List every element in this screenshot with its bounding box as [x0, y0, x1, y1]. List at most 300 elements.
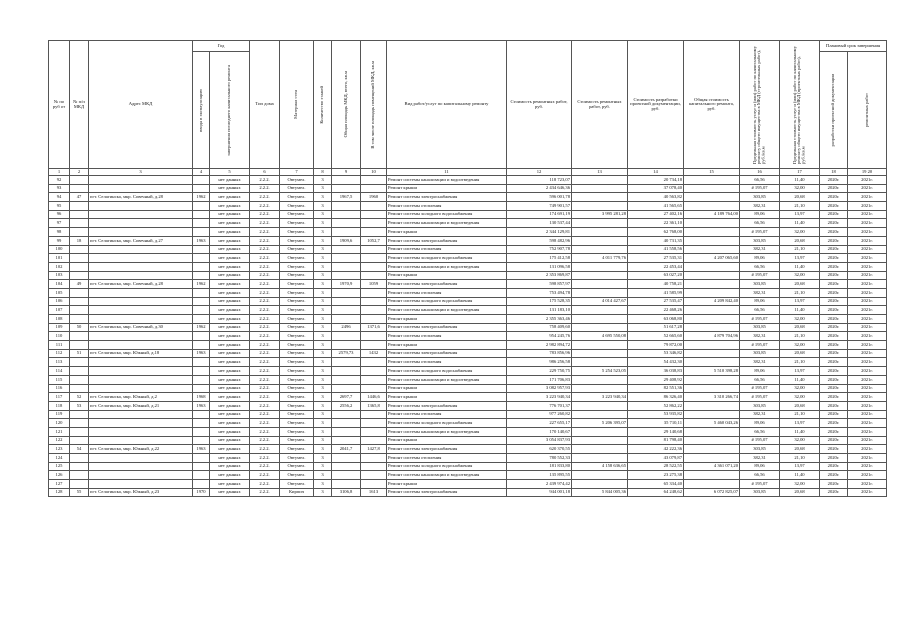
floors-cell: 3 [314, 245, 332, 254]
works-total-cell [572, 176, 628, 185]
limit-build-cell: 382,31 [740, 332, 780, 341]
design-deadline-cell: 2020г. [820, 341, 848, 350]
total-area-cell [332, 358, 361, 367]
limit-build-cell: 66,56 [740, 219, 780, 228]
house-type-cell: 2.2.2. [250, 315, 280, 324]
limit-build-cell: 382,31 [740, 410, 780, 419]
design-cost-cell: 86 326,40 [628, 393, 684, 402]
address-cell [89, 184, 193, 193]
design-cost-cell: 52 862,22 [628, 401, 684, 410]
total-cost-cell [684, 384, 740, 393]
works-total-cell [572, 454, 628, 463]
limit-design-cell: 32,00 [780, 228, 820, 237]
limit-design-cell: 21,10 [780, 454, 820, 463]
address-cell [89, 375, 193, 384]
row-number-cell: 109 [49, 323, 70, 332]
total-area-cell: 1970,9 [332, 280, 361, 289]
limit-build-cell: # 195,07 [740, 436, 780, 445]
header-label: Предельная стоимость услуг и (или) работ по капитальному ремонту общего имущества в МКД (проектных работ), руб./кв.м [792, 45, 806, 164]
works-cost-cell: 749 901,57 [507, 202, 572, 211]
design-deadline-cell: 2020г. [820, 480, 848, 489]
limit-design-cell: 11,40 [780, 262, 820, 271]
design-deadline-cell: 2020г. [820, 262, 848, 271]
address-cell: пгт. Селагинска, мкр. Южный, д.23 [89, 488, 193, 497]
premises-area-cell [361, 176, 387, 185]
premises-area-cell [361, 315, 387, 324]
total-cost-cell [684, 454, 740, 463]
floors-cell: 3 [314, 236, 332, 245]
limit-design-cell: 32,00 [780, 341, 820, 350]
works-cost-cell: 2 353 869,87 [507, 271, 572, 280]
table-row [49, 349, 887, 358]
address-cell [89, 210, 193, 219]
row-number-cell: 98 [49, 228, 70, 237]
header-cell: Год [193, 41, 250, 52]
limit-design-cell: 11,40 [780, 219, 820, 228]
year-built-cell [193, 341, 210, 350]
wall-material-cell: Овтумел. [280, 367, 314, 376]
mkd-number-cell [70, 306, 89, 315]
header-cell: Общая стоимость капитального ремонта, руб. [684, 41, 740, 169]
year-repair-cell: нет данных [210, 384, 250, 393]
limit-build-cell: 66,56 [740, 427, 780, 436]
mkd-number-cell [70, 367, 89, 376]
works-deadline-cell: 2021г. [848, 228, 887, 237]
limit-design-cell: 13,97 [780, 210, 820, 219]
year-repair-cell: нет данных [210, 271, 250, 280]
works-cost-cell: 227 655,17 [507, 419, 572, 428]
limit-build-cell: 303,85 [740, 401, 780, 410]
year-repair-cell: нет данных [210, 228, 250, 237]
works-total-cell [572, 384, 628, 393]
works-cost-cell: 2 982 894,72 [507, 341, 572, 350]
mkd-number-cell [70, 271, 89, 280]
premises-area-cell: 1446,6 [361, 393, 387, 402]
total-cost-cell [684, 401, 740, 410]
address-cell: пгт. Селагинска, мкр. Совечный, д.27 [89, 236, 193, 245]
floors-cell: 3 [314, 280, 332, 289]
column-number: 10 [361, 169, 387, 176]
works-total-cell [572, 245, 628, 254]
work-type-cell: Ремонт системы электроснабжения [387, 193, 507, 202]
work-type-cell: Ремонт крыши [387, 315, 507, 324]
mkd-number-cell: 49 [70, 280, 89, 289]
premises-area-cell [361, 436, 387, 445]
works-total-cell [572, 445, 628, 454]
floors-cell: 3 [314, 462, 332, 471]
house-type-cell: 2.2.2. [250, 262, 280, 271]
works-total-cell: 5 844 005,36 [572, 488, 628, 497]
limit-build-cell: # 195,07 [740, 184, 780, 193]
design-deadline-cell: 2020г. [820, 210, 848, 219]
works-deadline-cell: 2021г. [848, 462, 887, 471]
premises-area-cell [361, 332, 387, 341]
mkd-number-cell: 51 [70, 349, 89, 358]
works-deadline-cell: 2021г. [848, 393, 887, 402]
total-area-cell: 2041,7 [332, 445, 361, 454]
year-built-cell: 1963 [193, 401, 210, 410]
wall-material-cell: Овтумел. [280, 384, 314, 393]
work-type-cell: Ремонт системы электроснабжения [387, 349, 507, 358]
floors-cell: 3 [314, 332, 332, 341]
house-type-cell: 2.2.2. [250, 445, 280, 454]
year-repair-cell: нет данных [210, 401, 250, 410]
design-cost-cell: 36 038,83 [628, 367, 684, 376]
works-cost-cell: 758 409,60 [507, 323, 572, 332]
total-cost-cell [684, 236, 740, 245]
total-area-cell [332, 306, 361, 315]
total-cost-cell [684, 427, 740, 436]
header-cell [280, 41, 314, 169]
year-repair-cell: нет данных [210, 288, 250, 297]
table-row [49, 202, 887, 211]
mkd-number-cell [70, 419, 89, 428]
wall-material-cell: Овтумел. [280, 393, 314, 402]
year-built-cell [193, 210, 210, 219]
works-cost-cell: 174 691,19 [507, 210, 572, 219]
total-area-cell: 2697,7 [332, 393, 361, 402]
row-number-cell: 113 [49, 358, 70, 367]
premises-area-cell: 1613 [361, 488, 387, 497]
premises-area-cell: 1371,6 [361, 323, 387, 332]
works-cost-cell: 3 223 940,34 [507, 393, 572, 402]
year-repair-cell: нет данных [210, 480, 250, 489]
wall-material-cell: Овтумел. [280, 306, 314, 315]
mkd-number-cell [70, 245, 89, 254]
column-number: 14 [628, 169, 684, 176]
mkd-number-cell [70, 375, 89, 384]
row-number-cell: 94 [49, 193, 70, 202]
limit-build-cell: 89,06 [740, 367, 780, 376]
limit-design-cell: 21,10 [780, 245, 820, 254]
column-number: 11 [387, 169, 507, 176]
design-cost-cell: 53 346,82 [628, 349, 684, 358]
total-area-cell [332, 410, 361, 419]
works-cost-cell: 130 537,44 [507, 219, 572, 228]
year-repair-cell: нет данных [210, 419, 250, 428]
wall-material-cell: Овтумел. [280, 280, 314, 289]
design-cost-cell: 52 665,60 [628, 332, 684, 341]
row-number-cell: 122 [49, 436, 70, 445]
design-cost-cell: 35 710,11 [628, 419, 684, 428]
mkd-number-cell [70, 262, 89, 271]
design-deadline-cell: 2020г. [820, 367, 848, 376]
column-number: 12 [507, 169, 572, 176]
row-number-cell: 99 [49, 236, 70, 245]
design-deadline-cell: 2020г. [820, 401, 848, 410]
table-row [49, 436, 887, 445]
limit-design-cell: 21,10 [780, 202, 820, 211]
wall-material-cell: Овтумел. [280, 202, 314, 211]
address-cell [89, 471, 193, 480]
total-cost-cell [684, 480, 740, 489]
table-row [49, 297, 887, 306]
year-built-cell: 1962 [193, 280, 210, 289]
header-label: Материал стен [293, 90, 299, 119]
design-deadline-cell: 2020г. [820, 410, 848, 419]
works-deadline-cell: 2021г. [848, 341, 887, 350]
total-area-cell [332, 454, 361, 463]
design-cost-cell: 27 535,47 [628, 297, 684, 306]
design-deadline-cell: 2020г. [820, 315, 848, 324]
row-number-cell: 106 [49, 297, 70, 306]
table-row [49, 488, 887, 497]
total-cost-cell: 3 310 266,74 [684, 393, 740, 402]
year-repair-cell: нет данных [210, 245, 250, 254]
wall-material-cell: Овтумел. [280, 375, 314, 384]
house-type-cell: 2.2.2. [250, 254, 280, 263]
wall-material-cell: Овтумел. [280, 271, 314, 280]
works-deadline-cell: 2021г. [848, 480, 887, 489]
work-type-cell: Ремонт системы канализации и водоотведения [387, 306, 507, 315]
works-cost-cell: 598 482,96 [507, 236, 572, 245]
house-type-cell: 2.2.2. [250, 454, 280, 463]
premises-area-cell [361, 297, 387, 306]
header-cell: Вид работ/услуг по капитальному ремонту [387, 41, 507, 169]
row-number-cell: 114 [49, 367, 70, 376]
design-cost-cell: 51 617,28 [628, 323, 684, 332]
table-row [49, 427, 887, 436]
address-cell [89, 419, 193, 428]
year-built-cell [193, 454, 210, 463]
total-cost-cell [684, 323, 740, 332]
total-cost-cell: 4 209 842,40 [684, 297, 740, 306]
column-number: 8 [314, 169, 332, 176]
works-deadline-cell: 2021г. [848, 210, 887, 219]
year-repair-cell: нет данных [210, 436, 250, 445]
address-cell [89, 384, 193, 393]
works-deadline-cell: 2021г. [848, 254, 887, 263]
works-cost-cell: 170 140,67 [507, 427, 572, 436]
premises-area-cell [361, 375, 387, 384]
works-deadline-cell: 2021г. [848, 184, 887, 193]
works-cost-cell: 620 370,55 [507, 445, 572, 454]
total-area-cell: 3106,8 [332, 488, 361, 497]
design-deadline-cell: 2020г. [820, 419, 848, 428]
house-type-cell: 2.2.2. [250, 358, 280, 367]
row-number-cell: 120 [49, 419, 70, 428]
wall-material-cell: Овтумел. [280, 254, 314, 263]
total-cost-cell [684, 341, 740, 350]
column-number: 15 [684, 169, 740, 176]
mkd-number-cell [70, 332, 89, 341]
limit-design-cell: 13,97 [780, 367, 820, 376]
design-deadline-cell: 2020г. [820, 349, 848, 358]
house-type-cell: 2.2.2. [250, 349, 280, 358]
header-cell: Стоимость ремонтных работ, руб. [507, 41, 572, 169]
total-area-cell [332, 202, 361, 211]
premises-area-cell [361, 254, 387, 263]
year-built-cell [193, 332, 210, 341]
limit-build-cell: 382,31 [740, 245, 780, 254]
works-cost-cell: 181 833,80 [507, 462, 572, 471]
table-row [49, 358, 887, 367]
column-number: 19 20 [848, 169, 887, 176]
address-cell: пгт. Селагинска, мкр. Совечный, д.28 [89, 193, 193, 202]
total-cost-cell: 5 460 043,26 [684, 419, 740, 428]
table-row [49, 401, 887, 410]
design-deadline-cell: 2020г. [820, 358, 848, 367]
column-number: 9 [332, 169, 361, 176]
design-deadline-cell: 2020г. [820, 176, 848, 185]
works-cost-cell: 596 001,78 [507, 193, 572, 202]
address-cell [89, 228, 193, 237]
total-area-cell [332, 210, 361, 219]
header-label: Общая площадь МКД, всего, кв.м [342, 71, 348, 138]
address-cell [89, 271, 193, 280]
limit-build-cell: 303,85 [740, 280, 780, 289]
mkd-number-cell [70, 410, 89, 419]
header-cell [820, 52, 848, 169]
floors-cell: 3 [314, 419, 332, 428]
limit-design-cell: 20,68 [780, 323, 820, 332]
floors-cell: 3 [314, 480, 332, 489]
mkd-number-cell [70, 184, 89, 193]
work-type-cell: Ремонт системы канализации и водоотведения [387, 427, 507, 436]
header-cell: Адрес МКД [89, 41, 193, 169]
year-built-cell [193, 297, 210, 306]
row-number-cell: 95 [49, 202, 70, 211]
limit-build-cell: 303,85 [740, 488, 780, 497]
table-row [49, 236, 887, 245]
limit-design-cell: 32,00 [780, 436, 820, 445]
house-type-cell: 2.2.2. [250, 410, 280, 419]
row-number-cell: 105 [49, 288, 70, 297]
floors-cell: 3 [314, 375, 332, 384]
floors-cell: 3 [314, 341, 332, 350]
work-type-cell: Ремонт системы холодного водоснабжения [387, 367, 507, 376]
work-type-cell: Ремонт системы холодного водоснабжения [387, 254, 507, 263]
mkd-number-cell: 50 [70, 323, 89, 332]
house-type-cell: 2.2.2. [250, 228, 280, 237]
design-cost-cell: 54 432,30 [628, 358, 684, 367]
house-type-cell: 2.2.2. [250, 471, 280, 480]
table-row [49, 393, 887, 402]
year-built-cell [193, 427, 210, 436]
row-number-cell: 118 [49, 401, 70, 410]
address-cell [89, 367, 193, 376]
table-row [49, 245, 887, 254]
wall-material-cell: Овтумел. [280, 323, 314, 332]
address-cell [89, 254, 193, 263]
design-cost-cell: 63 068,80 [628, 315, 684, 324]
premises-area-cell [361, 210, 387, 219]
limit-design-cell: 13,97 [780, 462, 820, 471]
address-cell [89, 358, 193, 367]
column-number: 1 [49, 169, 70, 176]
total-cost-cell [684, 176, 740, 185]
work-type-cell: Ремонт крыши [387, 228, 507, 237]
works-cost-cell: 2 344 129,81 [507, 228, 572, 237]
premises-area-cell: 1052,7 [361, 236, 387, 245]
wall-material-cell: Овтумел. [280, 341, 314, 350]
wall-material-cell: Кирпич [280, 488, 314, 497]
header-cell [361, 41, 387, 169]
works-total-cell [572, 401, 628, 410]
row-number-cell: 115 [49, 375, 70, 384]
works-total-cell: 4 014 427,67 [572, 297, 628, 306]
year-repair-cell: нет данных [210, 427, 250, 436]
total-area-cell: 2579,73 [332, 349, 361, 358]
house-type-cell: 2.2.2. [250, 462, 280, 471]
house-type-cell: 2.2.2. [250, 297, 280, 306]
works-cost-cell: 131 096,58 [507, 262, 572, 271]
work-type-cell: Ремонт системы канализации и водоотведения [387, 262, 507, 271]
limit-build-cell: # 195,07 [740, 480, 780, 489]
works-deadline-cell: 2021г. [848, 419, 887, 428]
design-deadline-cell: 2020г. [820, 462, 848, 471]
house-type-cell: 2.2.2. [250, 480, 280, 489]
address-cell [89, 332, 193, 341]
year-repair-cell: нет данных [210, 262, 250, 271]
house-type-cell: 2.2.2. [250, 419, 280, 428]
floors-cell: 3 [314, 271, 332, 280]
works-cost-cell: 3 054 837,93 [507, 436, 572, 445]
premises-area-cell [361, 427, 387, 436]
design-cost-cell: 22 468,26 [628, 306, 684, 315]
address-cell [89, 176, 193, 185]
design-cost-cell: 20 734,18 [628, 176, 684, 185]
work-type-cell: Ремонт системы отопления [387, 358, 507, 367]
works-deadline-cell: 2021г. [848, 262, 887, 271]
house-type-cell: 2.2.2. [250, 393, 280, 402]
work-type-cell: Ремонт системы электроснабжения [387, 323, 507, 332]
work-type-cell: Ремонт системы холодного водоснабжения [387, 297, 507, 306]
total-area-cell [332, 176, 361, 185]
limit-design-cell: 20,68 [780, 445, 820, 454]
mkd-number-cell: 54 [70, 445, 89, 454]
year-built-cell [193, 184, 210, 193]
header-cell [193, 52, 210, 169]
total-cost-cell [684, 471, 740, 480]
premises-area-cell [361, 228, 387, 237]
limit-build-cell: # 195,07 [740, 315, 780, 324]
row-number-cell: 107 [49, 306, 70, 315]
year-repair-cell: нет данных [210, 341, 250, 350]
total-area-cell [332, 245, 361, 254]
design-deadline-cell: 2020г. [820, 236, 848, 245]
works-total-cell [572, 358, 628, 367]
mkd-number-cell [70, 202, 89, 211]
works-cost-cell: 752 907,78 [507, 245, 572, 254]
house-type-cell: 2.2.2. [250, 271, 280, 280]
limit-design-cell: 11,40 [780, 471, 820, 480]
works-deadline-cell: 2021г. [848, 375, 887, 384]
design-cost-cell: 42 222,36 [628, 445, 684, 454]
wall-material-cell: Овтумел. [280, 245, 314, 254]
floors-cell: 3 [314, 410, 332, 419]
mkd-number-cell [70, 219, 89, 228]
total-area-cell [332, 462, 361, 471]
work-type-cell: Ремонт системы отопления [387, 332, 507, 341]
total-area-cell: 1967,5 [332, 193, 361, 202]
works-deadline-cell: 2021г. [848, 488, 887, 497]
year-built-cell [193, 306, 210, 315]
year-built-cell [193, 245, 210, 254]
mkd-number-cell [70, 254, 89, 263]
year-built-cell [193, 419, 210, 428]
table-row [49, 410, 887, 419]
works-total-cell: 4 011 779,76 [572, 254, 628, 263]
design-deadline-cell: 2020г. [820, 184, 848, 193]
year-built-cell: 1962 [193, 323, 210, 332]
design-deadline-cell: 2020г. [820, 280, 848, 289]
year-built-cell: 1968 [193, 393, 210, 402]
works-total-cell [572, 436, 628, 445]
wall-material-cell: Овтумел. [280, 332, 314, 341]
wall-material-cell: Овтумел. [280, 410, 314, 419]
floors-cell: 3 [314, 393, 332, 402]
